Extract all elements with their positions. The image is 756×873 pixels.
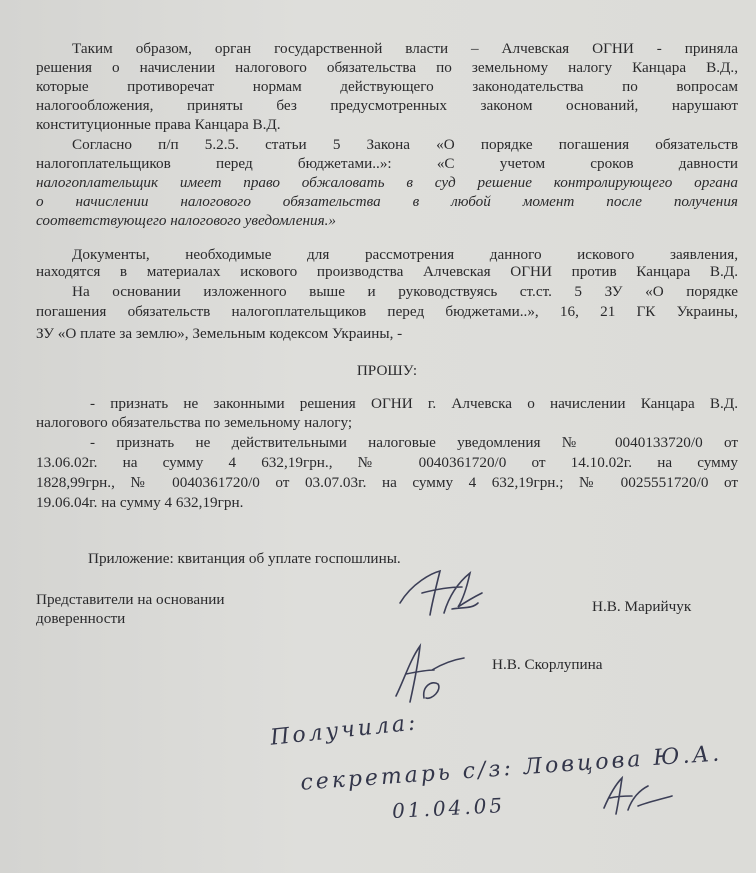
- text-line: Таким образом, орган государственной власти – Алчевская ОГНИ - приняла: [72, 40, 738, 57]
- text-line: 13.06.02г. на сумму 4 632,19грн., № 0040361720/0 от 14.10.02г. на сумму: [36, 454, 738, 471]
- text-line: На основании изложенного выше и руководствуясь ст.ст. 5 ЗУ «О порядке: [72, 283, 738, 300]
- text-line: находятся в материалах искового производства Алчевская ОГНИ против Канцара В.Д.: [36, 263, 738, 280]
- signer-name: Н.В. Марийчук: [592, 598, 692, 615]
- text-line: налогоплательщиков перед бюджетами..»: «С учетом сроков давности: [36, 155, 738, 172]
- text-line: - признать не законными решения ОГНИ г. Алчевска о начислении Канцара В.Д.: [90, 395, 738, 412]
- text-line: налогоплательщик имеет право обжаловать в суд решение контролирующего органа: [36, 174, 738, 191]
- text-line: Согласно п/п 5.2.5. статьи 5 Закона «О порядке погашения обязательств: [72, 136, 738, 153]
- text-line: 1828,99грн., № 0040361720/0 от 03.07.03г. на сумму 4 632,19грн.; № 0025551720/0 от: [36, 474, 738, 491]
- text-line: налогового обязательства по земельному налогу;: [36, 414, 353, 431]
- text-line: которые противоречат нормам действующего законодательства по вопросам: [36, 78, 738, 95]
- signer-name: Н.В. Скорлупина: [492, 656, 603, 673]
- representatives-label: Представители на основании: [36, 591, 225, 608]
- signature-icon: [392, 563, 492, 623]
- signature-icon: [386, 640, 476, 710]
- attachment-note: Приложение: квитанция об уплате госпошлины.: [88, 550, 401, 567]
- handwritten-note: секретарь с/з: Ловцова Ю.А.: [299, 741, 723, 796]
- text-line: Документы, необходимые для рассмотрения данного искового заявления,: [72, 246, 738, 263]
- text-line: 19.06.04г. на сумму 4 632,19грн.: [36, 494, 244, 511]
- request-heading: ПРОШУ:: [356, 362, 418, 379]
- text-line: решения о начислении налогового обязательства по земельному налогу Канцара В.Д.,: [36, 59, 738, 76]
- text-line: погашения обязательств налогоплательщиков перед бюджетами..», 16, 21 ГК Украины,: [36, 303, 738, 320]
- text-line: ЗУ «О плате за землю», Земельным кодексом Украины, -: [36, 325, 403, 342]
- handwritten-date: 01.04.05: [391, 793, 506, 823]
- text-line: о начислении налогового обязательства в любой момент после получения: [36, 193, 738, 210]
- representatives-label: доверенности: [36, 610, 126, 627]
- text-line: - признать не действительными налоговые уведомления № 0040133720/0 от: [90, 434, 738, 451]
- text-line: конституционные права Канцара В.Д.: [36, 116, 281, 133]
- text-line: налогообложения, приняты без предусмотренных законом оснований, нарушают: [36, 97, 738, 114]
- signature-icon: [598, 774, 678, 824]
- handwritten-note: Получила:: [269, 710, 420, 751]
- text-line: соответствующего налогового уведомления.»: [36, 212, 337, 229]
